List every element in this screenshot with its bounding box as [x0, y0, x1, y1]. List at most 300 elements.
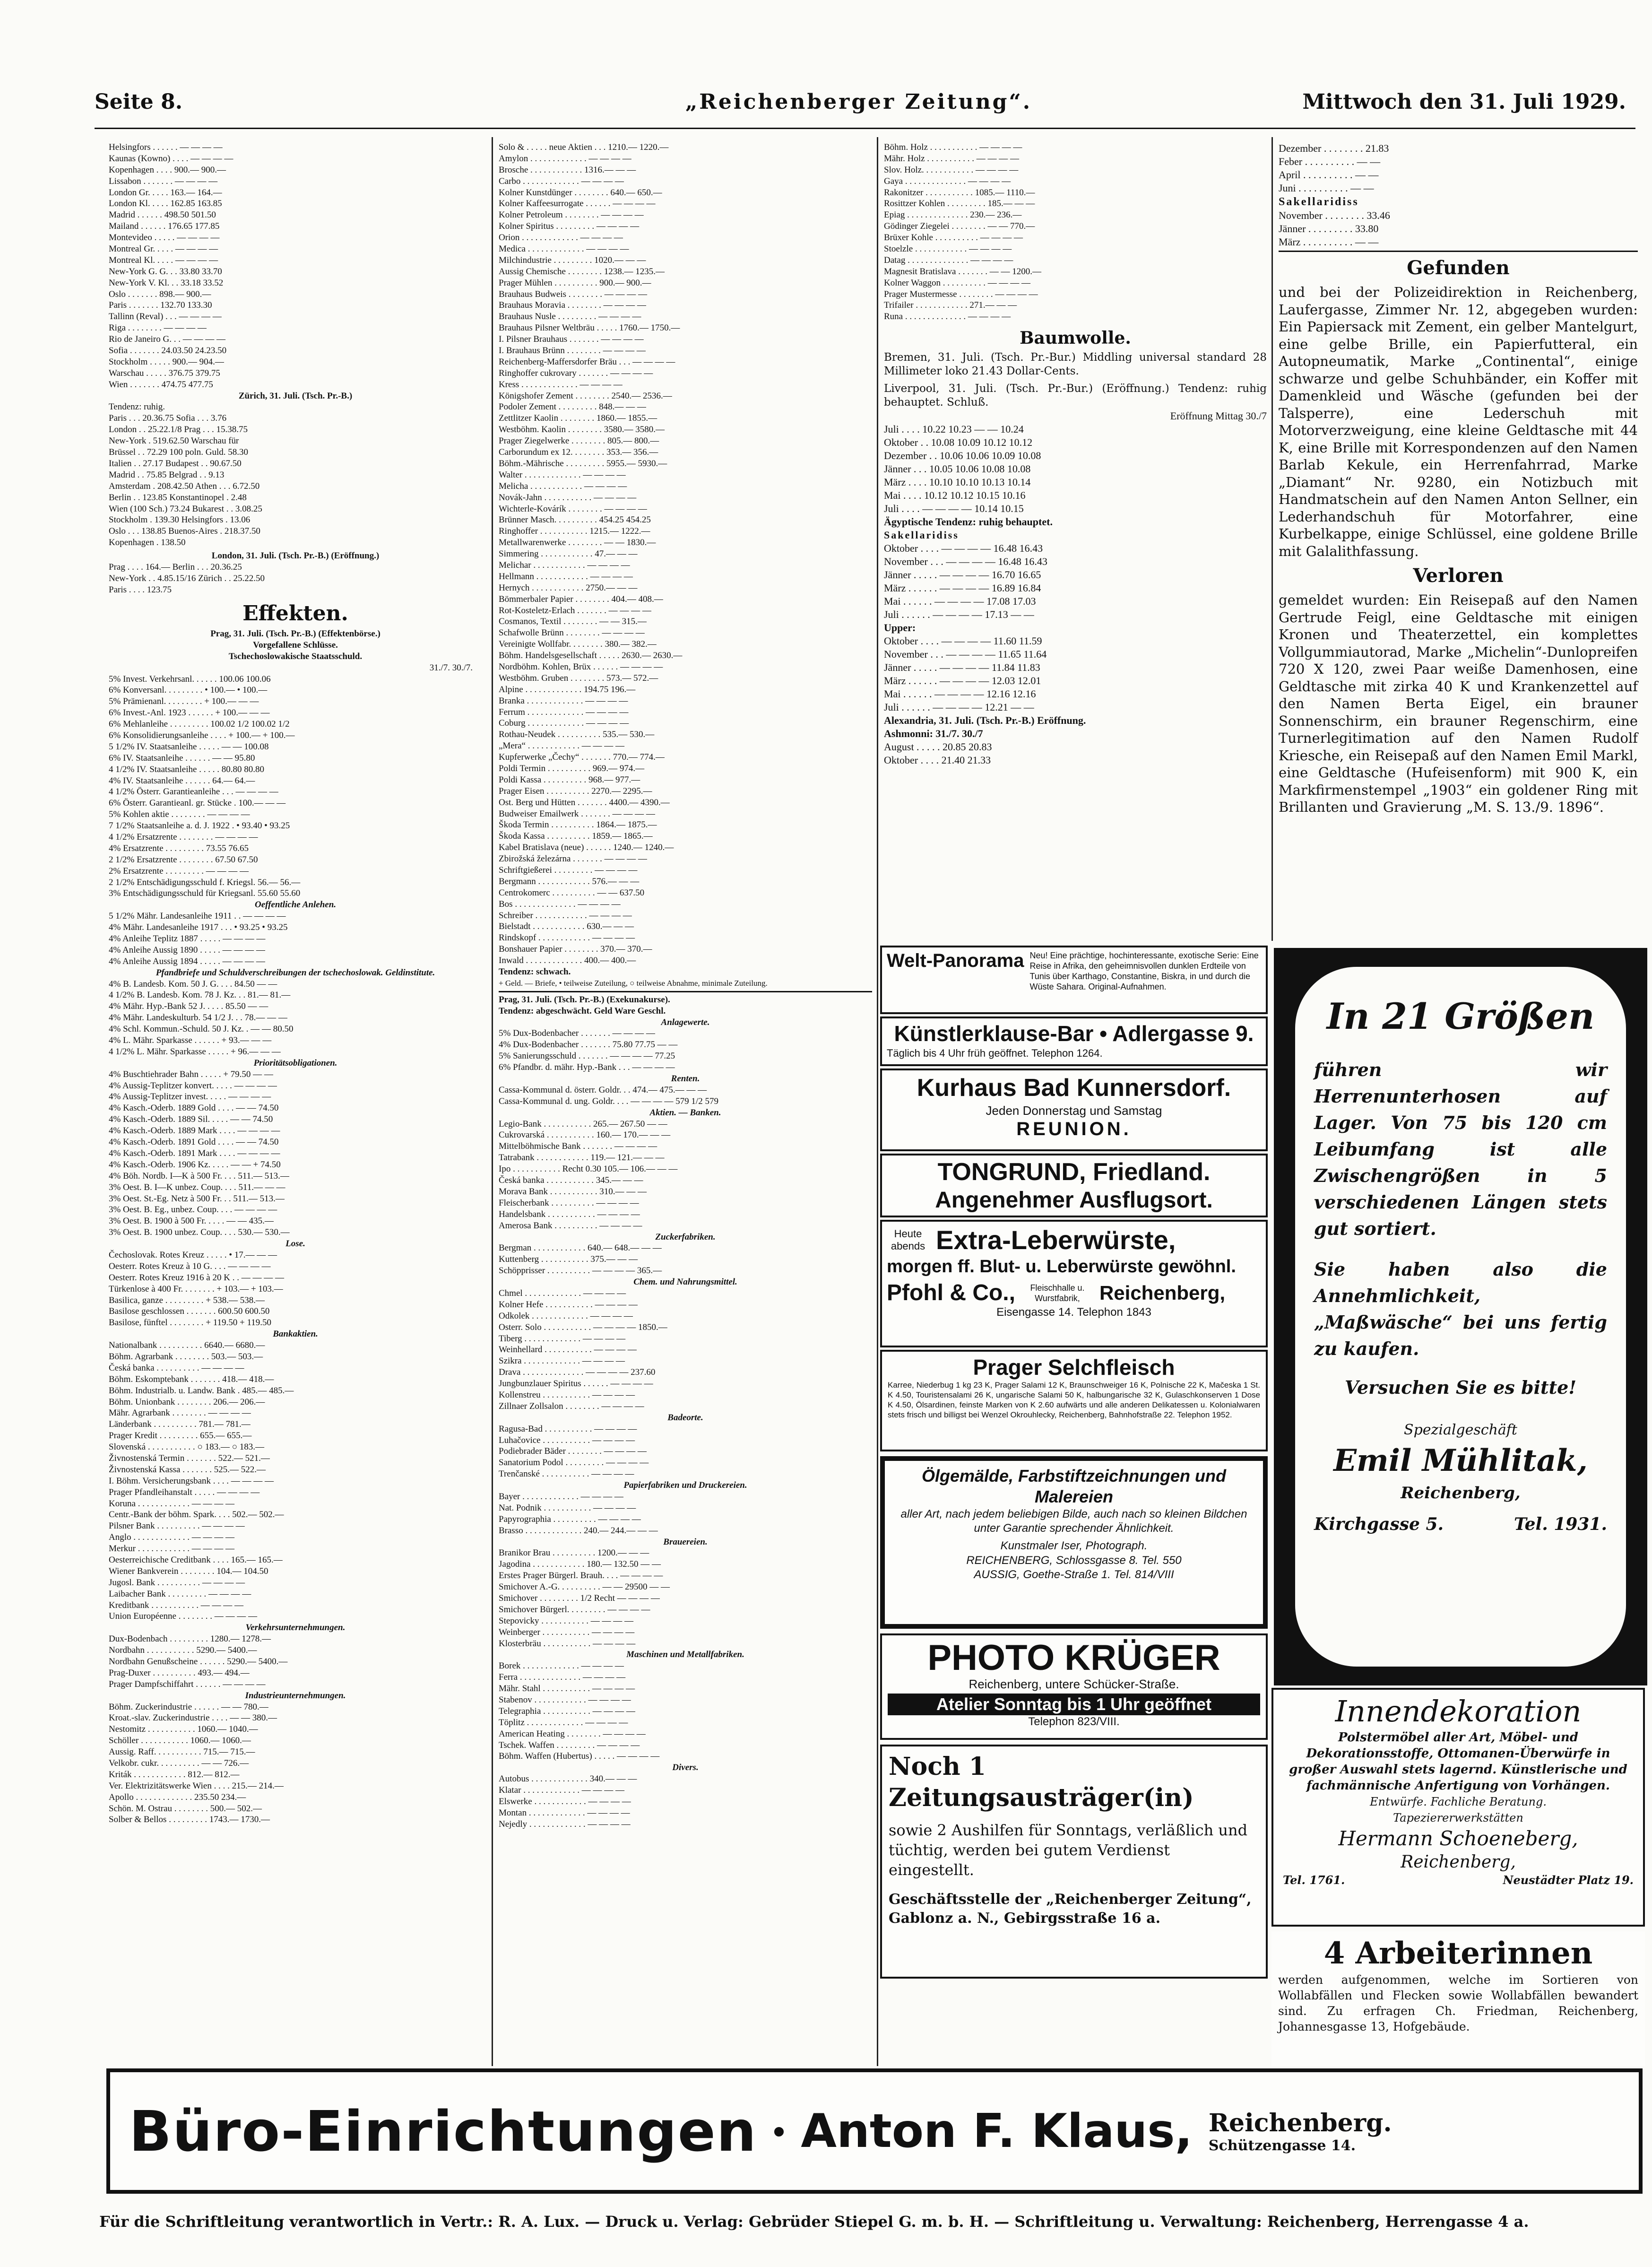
list-item: Brosche . . . . . . . . . . . . 1316.— — — — [499, 165, 636, 175]
list-item: 5% Kohlen aktie . . . . . . . . — — — — — [109, 809, 250, 820]
list-item: Böhm. Handelsgesellschaft . . . . . 2630.— 2630.— — [499, 651, 683, 661]
list-item: Milchindustrie . . . . . . . . . 1020.— — — — [499, 255, 646, 265]
list-item: Dezember . . 10.06 10.06 10.09 10.08 — [884, 450, 1041, 462]
list-item: Schöller . . . . . . . . . . . 1060.— 1060.— — [109, 1736, 251, 1746]
list-item: Budweiser Emailwerk . . . . . . . — — — — — [499, 808, 655, 819]
krueger-address: Reichenberg, untere Schücker-Straße. — [969, 1677, 1179, 1691]
list-item: New-York . 519.62.50 Warschau für — [109, 436, 239, 446]
section-heading: Papierfabriken und Druckereien. — [623, 1480, 747, 1491]
list-item: Nationalbank . . . . . . . . . . 6640.— 6680.— — [109, 1340, 265, 1351]
list-item: I. Böhm. Versicherungsbank . . . . — — — — — [109, 1476, 274, 1486]
list-item: 5 1/2% IV. Staatsanleihe . . . . . — — 100.08 — [109, 741, 269, 752]
groessen-sub: Spezialgeschäft — [1404, 1422, 1517, 1438]
list-item: April . . . . . . . . . . — — — [1279, 169, 1379, 181]
masch-list — [499, 1660, 872, 1762]
list-item: Westböhm. Gruben . . . . . . . . 573.— 572.— — [499, 673, 658, 683]
section-heading: Divers. — [672, 1763, 699, 1773]
list-item: 4 1/2% Ersatzrente . . . . . . . . — — — — — [109, 832, 258, 842]
list-item: Kriták . . . . . . . . . . . . 812.— 812.— — [109, 1769, 240, 1780]
list-item: Nordböhm. Kohlen, Brüx . . . . . . — — — — — [499, 661, 663, 672]
anlehen-list — [109, 911, 482, 967]
groessen-phone: Tel. 1931. — [1514, 1514, 1607, 1534]
list-item: Solber & Bellos . . . . . . . . . 1743.— 1730.— — [109, 1815, 270, 1825]
selchfleisch-text: Karree, Niederbug 1 kg 23 K, Prager Salami 12 K, Braunschweiger 16 K, Polnische 22 K, Mačeska 1 St. K 4.50, Touristensalami 26 K, ungarische Salami 50 K, halbungarische 32 K, Gulaschkonserven 1 Dose K 4.50, Ölsardinen, feinste Marken von K 2.60 aufwärts und alle anderen Delikatessen u. Kolonialwaren stets frisch und billigst bei Wenzel Okrouhlecky, Reichenberg, Bahnhofstraße 22. Telephon 1952. — [888, 1381, 1260, 1419]
upper-sub: Upper: — [884, 622, 916, 634]
section-heading: Renten. — [671, 1074, 700, 1084]
list-item: Riga . . . . . . . . — — — — — [109, 323, 207, 333]
selchfleisch-ad — [880, 1350, 1268, 1451]
list-item: I. Pilsner Brauhaus . . . . . . . — — — — — [499, 334, 644, 345]
pfohl-shop: Fleischhalle u. Wurstfabrik, — [1030, 1283, 1085, 1303]
list-item: 2% Ersatzrente . . . . . . . . . — — — — — [109, 866, 249, 876]
groessen-text: führen wir Herrenunterhosen auf Lager. Von 75 bis 120 cm Leibumfang ist alle Zwischengrößen in 5 verschiedenen Längen stets gut sortiert. — [1314, 1059, 1607, 1239]
list-item: Basilose, fünftel . . . . . . . . + 119.50 + 119.50 — [109, 1318, 272, 1328]
section-heading: Chem. und Nahrungsmittel. — [633, 1277, 737, 1287]
liverpool-paragraph: Liverpool, 31. Juli. (Tsch. Pr.-Bur.) (Eröffnung.) Tendenz: ruhig behauptet. Schluß. — [884, 382, 1267, 409]
list-item: Centr.-Bank der böhm. Spark. . . . 502.— 502.— — [109, 1510, 284, 1520]
prioritaeten-list — [109, 1069, 482, 1238]
list-item: Cosmanos, Textil . . . . . . . . — — 315.— — [499, 617, 647, 627]
list-item: Kolner Kaffeesurrogate . . . . . . — — — — — [499, 199, 656, 209]
sakellaridis-list — [1279, 209, 1638, 249]
list-item: 4% L. Mähr. Sparkasse . . . . . . + 93.— — — — [109, 1035, 272, 1046]
list-item: Walter . . . . . . . . . . . . . — — — — — [499, 469, 626, 480]
tongrund-title: TONGRUND, Friedland. — [937, 1158, 1211, 1186]
list-item: 4% Kasch.-Oderb. 1889 Gold . . . . — — 74.50 — [109, 1103, 279, 1113]
innendeko-name: Hermann Schoeneberg, — [1338, 1827, 1578, 1850]
zurich-tendency: Tendenz: ruhig. — [109, 402, 165, 412]
column-2 — [499, 142, 872, 1830]
list-item: 4% Anleihe Aussig 1894 . . . . . — — — — — [109, 956, 265, 966]
list-item: Madrid . . . . . . 498.50 501.50 — [109, 210, 216, 220]
list-item: Kolner Spiritus . . . . . . . . . — — — — — [499, 221, 640, 232]
innendeko-sub: Tapeziererwerkstätten — [1393, 1811, 1523, 1824]
list-item: Madrid . . 75.85 Belgrad . . 9.13 — [109, 469, 225, 480]
list-item: Rindskopf . . . . . . . . . . . . — — — — — [499, 933, 635, 943]
kurhaus-text: Jeden Donnerstag und Samstag — [986, 1103, 1162, 1118]
list-item: Stoelzle . . . . . . . . . . . . — — — — — [884, 244, 1012, 254]
list-item: American Heating . . . . . . . . — — — — — [499, 1728, 646, 1739]
list-item: Odkolek . . . . . . . . . . . . . — — — — — [499, 1311, 633, 1321]
list-item: August . . . . . 20.85 20.83 — [884, 741, 992, 753]
list-item: Amerosa Bank . . . . . . . . . . — — — — — [499, 1220, 642, 1231]
innendeko-title: Innendekoration — [1335, 1694, 1582, 1728]
list-item: 4% Kasch.-Oderb. 1906 Kz. . . . . — — + 74.50 — [109, 1159, 281, 1170]
list-item: Simmering . . . . . . . . . . . . 47.— — — — [499, 549, 638, 559]
list-item: Podiebrader Bäder . . . . . . . . — — — — — [499, 1446, 647, 1457]
list-item: Jungbunzlauer Spiritus . . . . . . — — — — — [499, 1379, 653, 1389]
list-item: Legio-Bank . . . . . . . . . . . 265.— 267.50 — — — [499, 1119, 667, 1129]
list-item: Hernych . . . . . . . . . . . . 2750.— — — — [499, 582, 638, 593]
list-item: Fleischerbank . . . . . . . . . . — — — — — [499, 1198, 639, 1208]
list-item: Kopenhagen . 138.50 — [109, 538, 186, 548]
section-heading: Maschinen und Metallfabriken. — [626, 1650, 744, 1660]
list-item: Škoda Kassa . . . . . . . . . . 1859.— 1865.— — [499, 831, 653, 842]
list-item: New-York . . 4.85.15/16 Zürich . . 25.22.50 — [109, 573, 265, 583]
effekten-title: Effekten. — [242, 601, 348, 625]
list-item: Kolner Hefe . . . . . . . . . . . — — — — — [499, 1299, 638, 1310]
section-heading: Prioritätsobligationen. — [253, 1058, 337, 1068]
pfandbriefe-list — [109, 979, 482, 1058]
innendeko-text: Polstermöbel aller Art, Möbel- und Dekorationsstoffe, Ottomanen-Überwürfe in großer Auswahl stets lagernd. Künstlerische und fachmännische Anfertigung von Vorhängen. — [1289, 1730, 1627, 1793]
list-item: 4% Kasch.-Oderb. 1891 Mark . . . . — — — — — [109, 1148, 280, 1158]
list-item: Oesterr. Rotes Kreuz à 10 G. . . . — — — — — [109, 1261, 271, 1271]
list-item: Alpine . . . . . . . . . . . . . 194.75 196.— — [499, 684, 636, 695]
oelgemaelde-artist: Kunstmaler Iser, Photograph. — [1000, 1539, 1148, 1552]
list-item: Juli . . . . . . — — — — 17.13 — — — [884, 608, 1034, 621]
list-item: 6% Invest.-Anl. 1923 . . . . . . + 100.— — — — [109, 708, 270, 718]
arbeiterinnen-text: werden aufgenommen, welche im Sortieren von Wollabfällen und Flecken sowie Wollabfällen bewandert sind. Zu erfragen Ch. Friedman, Reichenberg, Johannesgasse 13, Hofgebäude. — [1278, 1973, 1638, 2033]
section-heading: Zuckerfabriken. — [655, 1232, 716, 1242]
list-item: Bonshauer Papier . . . . . . . . 370.— 370.— — [499, 944, 652, 955]
effekten-date-columns: 31./7. 30./7. — [429, 662, 473, 673]
list-item: Ringhoffer cukrovary . . . . . . . — — — — — [499, 368, 653, 378]
list-item: Orion . . . . . . . . . . . . . — — — — — [499, 233, 623, 243]
list-item: 6% Österr. Garantieanl. gr. Stücke . 100.— — — — [109, 798, 286, 808]
weltpanorama-text: Neu! Eine prächtige, hochinteressante, exotische Serie: Eine Reise in Afrika, den geheimnisvollen dunklen Erdteile von Tunis über Karthago, Constantine, Biskra, in und durch die Wüste Sahara. Original-Aufnahmen. — [1029, 951, 1259, 991]
list-item: Kolner Waggon . . . . . . . . . . — — — — — [884, 278, 1031, 288]
list-item: Autobus . . . . . . . . . . . . . 340.— — — — [499, 1774, 637, 1784]
list-item: Prager Dampfschiffahrt . . . . . . — — — — — [109, 1679, 266, 1689]
list-item: 3% Oest. B. I—K unbez. Coup. . . . 511.— — — — [109, 1182, 285, 1192]
list-item: 6% Pfandbr. d. mähr. Hyp.-Bank . . . — — — — — [499, 1062, 675, 1073]
list-item: Novák-Jahn . . . . . . . . . . . — — — — — [499, 492, 637, 503]
list-item: Montreal Gr. . . . . — — — — — [109, 244, 218, 254]
list-item: Osterr. Solo . . . . . . . . . . . — — — — 1850.— — [499, 1322, 667, 1332]
list-item: Paris . . . . 123.75 — [109, 584, 172, 595]
list-item: Merkur . . . . . . . . . . . . — — — — — [109, 1544, 234, 1554]
list-item: Sofia . . . . . . . 24.03.50 24.23.50 — [109, 346, 227, 356]
column-4 — [1279, 142, 1638, 816]
buero-einrichtungen-ad — [106, 2068, 1643, 2194]
list-item: Juni . . . . . . . . . . — — — [1279, 182, 1374, 194]
exekuta-tendency: Tendenz: abgeschwächt. Geld Ware Geschl. — [499, 1006, 666, 1016]
list-item: November . . . — — — — 11.65 11.64 — [884, 648, 1047, 660]
section-heading: Brauereien. — [663, 1537, 708, 1547]
pfohl-city: Reichenberg, — [1099, 1281, 1226, 1304]
list-item: Datag . . . . . . . . . . . . . . — — — — — [884, 255, 1013, 265]
list-item: Prag-Duxer . . . . . . . . . . 493.— 494.— — [109, 1668, 250, 1678]
list-item: „Mera“ . . . . . . . . . . . . — — — — — [499, 741, 624, 751]
egypt-heading: Ägyptische Tendenz: ruhig behauptet. — [884, 516, 1053, 528]
list-item: Medica . . . . . . . . . . . . . — — — — — [499, 244, 629, 254]
list-item: Brauhaus Budweis . . . . . . . . — — — — — [499, 289, 648, 299]
chem-list — [499, 1288, 872, 1412]
list-item: Erstes Prager Bürgerl. Brauh. . . . — — — — — [499, 1571, 663, 1581]
list-item: Borek . . . . . . . . . . . . . — — — — — [499, 1661, 624, 1671]
list-item: Mähr. Agrarbank . . . . . . . . — — — — — [109, 1408, 251, 1418]
list-item: Čechoslovak. Rotes Kreuz . . . . . • 17.— — — — [109, 1250, 277, 1260]
list-item: Montan . . . . . . . . . . . . . — — — — — [499, 1807, 630, 1818]
list-item: März . . . . . . — — — — 16.89 16.84 — [884, 582, 1041, 594]
list-item: 4% Buschtiehrader Bahn . . . . . + 79.50 — — — [109, 1069, 273, 1079]
list-item: Jänner . . . . . . . . . 33.80 — [1279, 223, 1379, 235]
list-item: Jugosl. Bank . . . . . . . . . . — — — — — [109, 1577, 245, 1588]
masthead-rule — [95, 128, 1635, 129]
list-item: Coburg . . . . . . . . . . . . . — — — — — [499, 718, 629, 729]
list-item: Wien . . . . . . . 474.75 477.75 — [109, 379, 213, 390]
list-item: Sanatorium Podol . . . . . . . . . — — — — — [499, 1458, 649, 1468]
list-item: Amylon . . . . . . . . . . . . . — — — — — [499, 153, 631, 164]
list-item: Mai . . . . 10.12 10.12 10.15 10.16 — [884, 489, 1026, 502]
list-item: Oesterreichische Creditbank . . . . 165.— 165.— — [109, 1555, 283, 1565]
list-item: Böhm. Industrialb. u. Landw. Bank . 485.— 485.— — [109, 1385, 294, 1396]
bankaktien-list — [109, 1340, 482, 1622]
list-item: Poldi Termin . . . . . . . . . . 969.— 974.— — [499, 763, 645, 773]
list-item: 4% Aussig-Teplitzer invest. . . . . — — — — — [109, 1092, 271, 1102]
arbeiterinnen-ad — [1271, 1931, 1645, 2066]
list-item: Slov. Holz. . . . . . . . . . . . — — — — — [884, 165, 1019, 175]
renten-list — [499, 1085, 872, 1107]
list-item: 4% IV. Staatsanleihe . . . . . . 64.— 64.— — [109, 775, 255, 786]
pfohl-today: Heute abends — [891, 1227, 925, 1252]
list-item: 4% Ersatzrente . . . . . . . . . 73.55 76.65 — [109, 843, 249, 853]
list-item: Töplitz . . . . . . . . . . . . . — — — — — [499, 1717, 628, 1728]
list-item: Bömmerbaler Papier . . . . . . . . 404.— 408.— — [499, 594, 663, 604]
list-item: New-York G. G. . . 33.80 33.70 — [109, 266, 222, 277]
bremen-paragraph: Bremen, 31. Juli. (Tsch. Pr.-Bur.) Middling universal standard 28 Millimeter loko 21.43 Dollar-Cents. — [884, 351, 1267, 378]
list-item: Königshofer Zement . . . . . . . . 2540.— 2536.— — [499, 391, 672, 401]
list-item: Kuttenberg . . . . . . . . . . . 375.— — — — [499, 1254, 638, 1265]
tendency-note: Tendenz: schwach. — [499, 967, 571, 977]
list-item: Apollo . . . . . . . . . . . . . 235.50 234.— — [109, 1792, 246, 1802]
list-item: Morava Bank . . . . . . . . . . . 310.— — — — [499, 1186, 647, 1197]
list-item: Česká banka . . . . . . . . . . — — — — — [109, 1363, 244, 1373]
list-item: Mähr. Stahl . . . . . . . . . . . — — — — — [499, 1684, 635, 1694]
tongrund-text: Angenehmer Ausflugsort. — [935, 1188, 1213, 1213]
list-item: Bergmann . . . . . . . . . . . . 576.— — — — [499, 876, 640, 886]
divers-list — [499, 1773, 872, 1830]
list-item: Živnostenská Termin . . . . . . . 522.— 521.— — [109, 1453, 270, 1463]
list-item: 4% Kasch.-Oderb. 1889 Sil. . . . . — — 74.50 — [109, 1114, 273, 1125]
list-item: 4% Böh. Nordb. I—K à 500 Fr. . . . 511.— 513.— — [109, 1171, 289, 1181]
list-item: Wichterle-Kovárík . . . . . . . . — — — — — [499, 504, 647, 514]
list-item: Tallinn (Reval) . . . — — — — — [109, 312, 222, 322]
exekuta-heading: Prag, 31. Juli. (Tsch. Pr.-B.) (Exekunakurse). — [499, 994, 670, 1005]
zurich-rates-list — [109, 413, 482, 548]
list-item: Runa . . . . . . . . . . . . . . — — — — — [884, 312, 1011, 322]
list-item: Reichenberg-Maffersdorfer Bräu . . . — — — — — [499, 356, 675, 367]
bade-list — [499, 1424, 872, 1480]
list-item: Bergman . . . . . . . . . . . . 640.— 648.— — — — [499, 1243, 662, 1253]
list-item: Basilose geschlossen . . . . . . . 600.50 600.50 — [109, 1306, 270, 1317]
list-item: Solo & . . . . . neue Aktien . . . 1210.— 1220.— — [499, 142, 669, 152]
list-item: 2 1/2% Ersatzrente . . . . . . . . 67.50 67.50 — [109, 854, 258, 865]
section-heading: Verkehrsunternehmungen. — [245, 1623, 346, 1633]
list-item: Carbo . . . . . . . . . . . . . — — — — — [499, 176, 624, 186]
gefunden-text: und bei der Polizeidirektion in Reichenberg, Laufergasse, Zimmer Nr. 12, abgegeben wurden: Ein Papiersack mit Zement, ein gelber Mantelgurt, eine gelbe Brille, ein Papierfutteral, ein Autopneumatik, Marke „Continental“, einige schwarze und gelbe Schuhbänder, ein Koffer mit Damenkleid und Wäsche (gefunden bei der Talsperre), eine Lederschuh mit Motorverzweigung, eine kleine Geldtasche mit 44 K, eine Brille mit Korrespondenzen auf den Namen Barlab Kekule, ein Herrenfahrrad, Marke „Diamant“ Nr. 9280, ein Notizbuch mit Handmatschein auf den Namen Anton Sellner, ein Lederhandschuh für Motorfahrer, eine Kurbelkappe, einige Schlüssel, eine goldene Brille mit Galalithfassung. — [1279, 284, 1638, 559]
list-item: 6% Konversanl. . . . . . . . . • 100.— • 100.— — [109, 685, 268, 695]
list-item: März . . . . 10.10 10.10 10.13 10.14 — [884, 476, 1031, 488]
list-item: Böhm.-Mährische . . . . . . . . . 5955.— 5930.— — [499, 458, 667, 469]
innendeko-city: Reichenberg, — [1401, 1852, 1516, 1872]
list-item: Berlin . . 123.85 Konstantinopel . 2.48 — [109, 492, 247, 503]
section-heading: Industrieunternehmungen. — [245, 1690, 346, 1701]
list-item: Montreal Kl. . . . . — — — — — [109, 255, 218, 265]
list-item: Dezember . . . . . . . . 21.83 — [1279, 142, 1389, 154]
list-item: 3% Oest. B. Eg., unbez. Coup. . . . — — — — — [109, 1205, 277, 1215]
list-item: Juli . . . . . . — — — — 12.21 — — — [884, 701, 1034, 713]
column-1 — [109, 142, 482, 1825]
list-item: Klatar . . . . . . . . . . . . . — — — — — [499, 1785, 624, 1796]
list-item: Union Européenne . . . . . . . . — — — — — [109, 1611, 257, 1622]
list-item: Česká banka . . . . . . . . . . . 345.— — — — [499, 1175, 643, 1186]
list-item: Handelsbank . . . . . . . . . . . — — — — — [499, 1209, 640, 1219]
list-item: Brauhaus Moravia . . . . . . . . — — — — — [499, 300, 646, 311]
pfohl-name: Pfohl & Co., — [887, 1280, 1015, 1305]
list-item: Nat. Podnik . . . . . . . . . . . — — — — — [499, 1503, 636, 1513]
list-item: Ragusa-Bad . . . . . . . . . . . — — — — — [499, 1424, 637, 1434]
list-item: Ipo . . . . . . . . . . . Recht 0.30 105.— 106.— — — — [499, 1164, 678, 1174]
innendeko-ad — [1271, 1688, 1645, 1927]
list-item: Centrokomerc . . . . . . . . . . — — 637.50 — [499, 887, 645, 898]
list-item: 4% Anleihe Teplitz 1887 . . . . . — — — — — [109, 934, 266, 944]
list-item: Szikra . . . . . . . . . . . . . — — — — — [499, 1356, 625, 1366]
list-item: Prager Mustermesse . . . . . . . . — — — — — [884, 289, 1038, 299]
lose-list — [109, 1250, 482, 1329]
list-item: Brüxer Kohle . . . . . . . . . . — — — — — [884, 233, 1023, 243]
list-item: Kroat.-slav. Zuckerindustrie . . . . — — 380.— — [109, 1713, 277, 1723]
list-item: Stepovicky . . . . . . . . . . . — — — — — [499, 1616, 633, 1626]
imprint-footer: Für die Schriftleitung verantwortlich in Vertr.: R. A. Lux. — Druck u. Verlag: Gebrüder Stiepel G. m. b. H. — Schriftleitung u. Verwaltung: Reichenberg, Herrengasse 4 a. — [99, 2213, 1529, 2231]
list-item: Smichover Bürgerl. . . . . . . . . — — — — — [499, 1604, 650, 1615]
effekten-subtitle: Prag, 31. Juli. (Tsch. Pr.-B.) (Effektenbörse.) — [210, 628, 381, 639]
banken-list — [499, 1119, 872, 1232]
buero-city: Reichenberg. — [1208, 2108, 1392, 2137]
list-item: 4% Aussig-Teplitzer konvert. . . . . — — — — — [109, 1080, 277, 1091]
list-item: Böhm. Zuckerindustrie . . . . . . — — 780.— — [109, 1702, 268, 1712]
kuenstlerklause-text: Täglich bis 4 Uhr früh geöffnet. Telephon 1264. — [887, 1047, 1103, 1059]
list-item: Brauhaus Pilsner Weltbräu . . . . . 1760.— 1750.— — [499, 323, 680, 333]
list-item: Kopenhagen . . . . 900.— 900.— — [109, 165, 226, 175]
selchfleisch-title: Prager Selchfleisch — [973, 1355, 1175, 1380]
list-item: 4 1/2% Österr. Garantieanleihe . . . — — — — — [109, 787, 278, 797]
list-item: Montevideo . . . . . — — — — — [109, 233, 220, 243]
list-item: Paris . . . . . . . 132.70 133.30 — [109, 300, 212, 311]
oelgemaelde-title: Ölgemälde, Farbstiftzeichnungen und Malereien — [921, 1466, 1227, 1506]
list-item: Nestomitz . . . . . . . . . . . 1060.— 1040.— — [109, 1724, 258, 1735]
list-item: 5% Sanierungsschuld . . . . . . . — — — — 77.25 — [499, 1051, 675, 1061]
list-item: Kaunas (Kowno) . . . . — — — — — [109, 153, 234, 164]
list-item: 2 1/2% Entschädigungsschuld f. Kriegsl. 56.— 56.— — [109, 877, 301, 887]
list-item: Velkobr. cukr. . . . . . . . . . — — 726.— — [109, 1758, 249, 1769]
list-item: Nordbahn . . . . . . . . . . . 5290.— 5400.— — [109, 1645, 257, 1656]
list-item: Bielstadt . . . . . . . . . . . . 630.— — — — [499, 921, 634, 932]
list-item: Zillnaer Zollsalon . . . . . . . . — — — — — [499, 1401, 644, 1411]
list-item: Telegraphia . . . . . . . . . . . — — — — — [499, 1706, 635, 1716]
list-item: Schriftgießerei . . . . . . . . . — — — — — [499, 865, 638, 875]
list-item: Oktober . . . . — — — — 11.60 11.59 — [884, 635, 1042, 647]
oelgemaelde-text: aller Art, nach jedem beliebigen Bilde, auch nach so kleinen Bildchen unter Garantie sprechender Ähnlichkeit. — [900, 1508, 1247, 1535]
kurhaus-ad — [880, 1068, 1268, 1151]
baumwolle-title: Baumwolle. — [1020, 328, 1131, 348]
list-item: März . . . . . . . . . . — — — [1279, 236, 1379, 248]
issue-date: Mittwoch den 31. Juli 1929. — [1302, 90, 1626, 114]
list-item: Ringhoffer . . . . . . . . . . . 1215.— 1222.— — [499, 526, 650, 537]
list-item: Cassa-Kommunal d. österr. Goldr. . . 474.— 475.— — — — [499, 1085, 707, 1095]
effekten-subtitle-2: Vorgefallene Schlüsse. — [253, 640, 338, 650]
list-item: Rot-Kosteletz-Erlach . . . . . . . — — — — — [499, 605, 651, 616]
section-heading: Pfandbriefe und Schuldverschreibungen der tschechoslowak. Geldinstitute. — [156, 967, 435, 978]
list-item: Schafwolle Brünn . . . . . . . . — — — — — [499, 628, 645, 638]
innendeko-row: Entwürfe. Fachliche Beratung. — [1370, 1795, 1547, 1808]
alexandria-heading: Alexandria, 31. Juli. (Tsch. Pr.-B.) Eröffnung. — [884, 714, 1086, 727]
austraeger-text: sowie 2 Aushilfen für Sonntags, verläßlich und tüchtig, werden bei gutem Verdienst eingestellt. — [889, 1821, 1248, 1879]
currency-rates-list — [109, 142, 482, 391]
list-item: Prag . . . . 164.— Berlin . . . 20.36.25 — [109, 562, 242, 572]
list-item: Tatrabank . . . . . . . . . . . . 119.— 121.— — — — [499, 1153, 665, 1163]
list-item: Stockholm . 139.30 Helsingfors . 13.06 — [109, 515, 251, 525]
list-item: Aussig Chemische . . . . . . . . 1238.— 1235.— — [499, 266, 665, 277]
verkehr-list — [109, 1633, 482, 1690]
holz-list — [884, 142, 1267, 322]
oelgemaelde-addr1: REICHENBERG, Schlossgasse 8. Tel. 550 — [966, 1554, 1182, 1567]
list-item: Melichar . . . . . . . . . . . . — — — — — [499, 560, 630, 570]
innendeko-phone: Tel. 1761. — [1283, 1873, 1345, 1887]
list-item: Mai . . . . . . — — — — 17.08 17.03 — [884, 595, 1036, 608]
list-item: Lissabon . . . . . . . — — — — — [109, 176, 218, 186]
list-item: Aussig. Raff. . . . . . . . . . . 715.— 715.— — [109, 1747, 255, 1757]
list-item: Mailand . . . . . . 176.65 177.85 — [109, 221, 220, 232]
list-item: Länderbank . . . . . . . . . . 781.— 781.— — [109, 1419, 251, 1430]
list-item: Böhm. Waffen (Hubertus) . . . . . — — — — — [499, 1751, 660, 1762]
staatsschuld-list — [109, 674, 482, 900]
anlagewerte-list — [499, 1028, 872, 1073]
list-item: Kress . . . . . . . . . . . . . — — — — — [499, 379, 623, 390]
krueger-title: PHOTO KRÜGER — [927, 1638, 1220, 1678]
list-item: Mähr. Holz . . . . . . . . . . . — — — — — [884, 153, 1020, 164]
list-item: Oslo . . . 138.85 Buenos-Aires . 218.37.50 — [109, 526, 260, 537]
list-item: Rakonitzer . . . . . . . . . . . 1085.— 1110.— — [884, 187, 1035, 198]
industrie-list — [109, 1702, 482, 1826]
egypt-rows — [884, 542, 1267, 621]
gefunden-title: Gefunden — [1407, 257, 1510, 279]
verloren-text: gemeldet wurden: Ein Reisepaß auf den Namen Gertrude Feigl, eine Geldtasche mit einigen Kronen und Theaterzettel, ein komplettes Vollgummiautorad, Marke „Michelin“-Dunlopreifen 720 X 120, zwei Paar weiße Damenhosen, eine Geldtasche mit zirka 40 K und Krankenzettel auf den Namen Berta Eigel, ein brauner Sonnenschirm, ein brauner Regenschirm, eine Turnerlegitimation auf den Namen Rudolf Kriesche, ein Reisepaß auf den Namen Emil Markl, eine Geldtasche (Hufeisenform) mit 900 K, ein Markfirmenstempel „1903“ ein goldener Ring mit Brillanten und Gravierung „M. S. 13./9. 1896“. — [1279, 592, 1638, 815]
list-item: London Kl. . . . . 162.85 163.85 — [109, 199, 222, 209]
page-number: Seite 8. — [95, 90, 183, 114]
austraeger-title: Noch 1 Zeitungsausträger(in) — [889, 1752, 1194, 1812]
list-item: Trenčanské . . . . . . . . . . . — — — — — [499, 1469, 634, 1479]
list-item: Schöpprisser . . . . . . . . . . — — — — 365.— — [499, 1266, 662, 1276]
list-item: Pilsner Bank . . . . . . . . . . — — — — — [109, 1521, 245, 1531]
list-item: Hellmann . . . . . . . . . . . . — — — — — [499, 571, 633, 582]
ashmonni-sub: Ashmonni: 31./7. 30./7 — [884, 728, 983, 740]
list-item: Cassa-Kommunal d. ung. Goldr. . . . — — — — 579 1/2 579 — [499, 1096, 718, 1106]
list-item: 4 1/2% L. Mähr. Sparkasse . . . . . + 96.— — — — [109, 1046, 281, 1057]
arbeiterinnen-title: 4 Arbeiterinnen — [1323, 1936, 1593, 1971]
upper-rows — [884, 634, 1267, 714]
list-item: Weinberger . . . . . . . . . . . — — — — — [499, 1627, 635, 1637]
list-item: 4% Schl. Kommun.-Schuld. 50 J. Kz. . — — 80.50 — [109, 1024, 294, 1034]
buero-name: Anton F. Klaus, — [801, 2104, 1193, 2158]
pfohl-extra: Extra-Leberwürste, — [936, 1225, 1176, 1255]
list-item: Trifailer . . . . . . . . . . . . 271.— — — — [884, 300, 1017, 311]
list-item: November . . . . . . . . 33.46 — [1279, 209, 1390, 221]
list-item: Tschek. Waffen . . . . . . . . . — — — — — [499, 1740, 640, 1750]
list-item: Ferrum . . . . . . . . . . . . . — — — — — [499, 707, 629, 717]
list-item: 4 1/2% B. Landesb. Kom. 78 J. Kz. . . 81.— 81.— — [109, 990, 291, 1000]
list-item: Böhm. Eskomptebank . . . . . . . 418.— 418.— — [109, 1374, 274, 1384]
list-item: 4% B. Landesb. Kom. 50 J. G. . . . 84.50 — — — [109, 979, 277, 989]
list-item: 3% Oest. B. 1900 unbez. Coup. . . . 530.— 530.— — [109, 1227, 290, 1238]
list-item: Oktober . . . . — — — — 16.48 16.43 — [884, 542, 1043, 555]
list-item: Prager Mühlen . . . . . . . . . . 900.— 900.— — [499, 278, 651, 288]
list-item: Oesterr. Rotes Kreuz 1916 à 20 K . . — — — — — [109, 1272, 284, 1283]
list-item: Stockholm . . . . . 900.— 904.— — [109, 356, 224, 367]
list-item: Nordbahn Genußscheine . . . . . . 5290.— 5400.— — [109, 1657, 288, 1667]
list-item: Schön. M. Ostrau . . . . . . . . 500.— 502.— — [109, 1803, 262, 1814]
list-item: Kabel Bratislava (neue) . . . . . . 1240.— 1240.— — [499, 843, 674, 853]
